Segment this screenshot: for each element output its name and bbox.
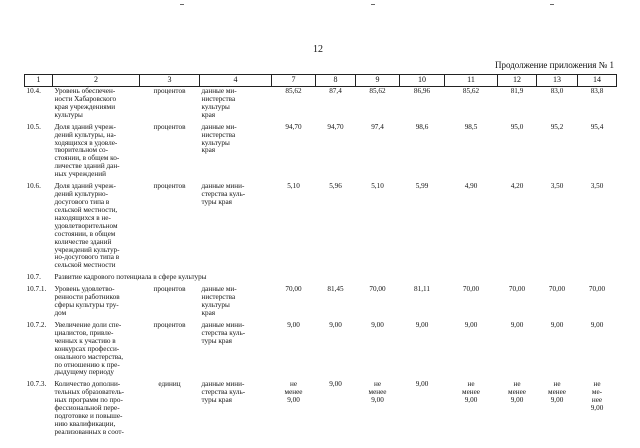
value-cell: 4,90 — [464, 182, 478, 191]
table-row — [25, 380, 617, 439]
column-header: 14 — [578, 75, 617, 87]
unit-cell: процентов — [153, 182, 186, 191]
value-cell: 70,00 — [369, 285, 386, 294]
value-cell: не менее 9,00 — [284, 380, 303, 405]
indicators-table — [24, 74, 617, 440]
value-cell: 94,70 — [285, 122, 302, 131]
column-header: 1 — [25, 75, 53, 87]
value-cell: 81,45 — [327, 285, 344, 294]
value-cell: 97,4 — [371, 122, 384, 131]
row-number: 10.5. — [26, 122, 41, 131]
column-header: 8 — [316, 75, 356, 87]
value-cell: 9,00 — [287, 320, 300, 329]
column-header: 13 — [537, 75, 578, 87]
table-row — [25, 321, 617, 380]
indicator-name: Доля зданий учреж- дений культуры, на- ходящихся в удовле- творительном со- стоянии, в общем ко- личестве зданий дан- ных учреждений — [54, 122, 120, 179]
column-header: 4 — [200, 75, 272, 87]
value-cell: 70,00 — [462, 285, 480, 294]
column-header: 9 — [356, 75, 400, 87]
indicator-name: Уровень обеспечен- ности Хабаровского края учреждениями культуры — [54, 87, 117, 119]
value-cell: 9,00 — [510, 320, 524, 329]
value-cell: 86,96 — [413, 87, 431, 95]
unit-cell: процентов — [153, 87, 186, 95]
column-header: 7 — [272, 75, 316, 87]
value-cell: 70,00 — [508, 285, 526, 294]
column-header: 3 — [140, 75, 200, 87]
value-cell: 85,62 — [462, 87, 480, 95]
table-row — [25, 285, 617, 321]
value-cell: 95,2 — [550, 122, 564, 131]
value-cell: 83,0 — [550, 87, 564, 95]
source-cell: данные ми- нистерства культуры края — [201, 87, 237, 119]
section-row — [25, 273, 617, 285]
value-cell: 5,96 — [329, 182, 342, 191]
value-cell: 3,50 — [550, 182, 564, 191]
unit-cell: процентов — [153, 320, 186, 329]
value-cell: не менее 9,00 — [368, 380, 387, 405]
source-cell: данные мини- стерства куль- туры края — [201, 380, 246, 405]
value-cell: 9,00 — [329, 380, 342, 389]
value-cell: 85,62 — [285, 87, 302, 95]
value-cell: 81,9 — [510, 87, 524, 95]
value-cell: не ме- нее 9,00 — [590, 380, 604, 413]
scan-speck — [371, 4, 375, 5]
source-cell: данные ми- нистерства культуры края — [201, 285, 237, 317]
value-cell: 98,6 — [415, 122, 429, 131]
unit-cell: процентов — [153, 285, 186, 294]
value-cell: 70,00 — [285, 285, 302, 294]
value-cell: 70,00 — [548, 285, 566, 294]
table-row — [25, 123, 617, 182]
value-cell: 95,4 — [590, 122, 604, 131]
row-number: 10.6. — [26, 182, 41, 191]
value-cell: 5,10 — [287, 182, 300, 191]
value-cell: 9,00 — [371, 320, 384, 329]
source-cell: данные мини- стерства куль- туры края — [201, 320, 246, 345]
value-cell: 3,50 — [590, 182, 604, 191]
column-header: 2 — [53, 75, 140, 87]
row-number: 10.7.2. — [26, 320, 47, 329]
indicator-name: Доля зданий учреж- дений культурно- досугового типа в сельской местности, находящихся в не- удовлетворительном состоянии, в общем количестве зданий учреждений культур- но-досугового типа в сельской местности — [54, 182, 120, 270]
value-cell: 4,20 — [510, 182, 524, 191]
header-row — [25, 75, 617, 87]
scan-speck — [180, 4, 184, 5]
section-number: 10.7. — [26, 273, 41, 282]
value-cell: 83,8 — [590, 87, 604, 95]
value-cell: 9,00 — [590, 320, 604, 329]
value-cell: 94,70 — [327, 122, 344, 131]
column-header: 10 — [400, 75, 445, 87]
value-cell: 5,99 — [415, 182, 429, 191]
section-title: Развитие кадрового потенциала в сфере культуры — [54, 273, 207, 282]
indicator-name: Количество дополни- тельных образователь- ных программ по про- фессиональной пере- подготовке и повыше- нию квалификации, реализованных в соот- — [54, 380, 125, 436]
continuation-note: Продолжение приложения № 1 — [494, 60, 614, 70]
row-number: 10.7.3. — [26, 380, 47, 389]
value-cell: 81,11 — [414, 285, 430, 294]
value-cell: 9,00 — [415, 320, 429, 329]
value-cell: 9,00 — [329, 320, 342, 329]
unit-cell: единиц — [158, 380, 181, 389]
value-cell: 87,4 — [329, 87, 342, 95]
column-header: 12 — [498, 75, 537, 87]
value-cell: 9,00 — [550, 320, 564, 329]
row-number: 10.7.1. — [26, 285, 47, 294]
table-row — [25, 182, 617, 273]
unit-cell: процентов — [153, 122, 186, 131]
value-cell: не менее 9,00 — [548, 380, 566, 405]
value-cell: 5,10 — [371, 182, 384, 191]
source-cell: данные ми- нистерства культуры края — [201, 122, 237, 155]
scan-speck — [550, 4, 554, 5]
value-cell: 85,62 — [369, 87, 386, 95]
value-cell: 70,00 — [588, 285, 606, 294]
row-number: 10.4. — [26, 87, 41, 95]
column-header: 11 — [445, 75, 498, 87]
indicator-name: Увеличение доли спе- циалистов, привле- ченных к участию в конкурсах професси- онального мастерства, по отношению к пре- дыдущему периоду — [54, 320, 124, 377]
value-cell: 9,00 — [415, 380, 429, 389]
value-cell: 95,0 — [510, 122, 524, 131]
value-cell: не менее 9,00 — [462, 380, 480, 405]
value-cell: 9,00 — [464, 320, 478, 329]
table-body — [25, 87, 617, 440]
indicator-name: Уровень удовлетво- ренности работников сферы культуры тру- дом — [54, 285, 120, 317]
table-row — [25, 87, 617, 123]
source-cell: данные мини- стерства куль- туры края — [201, 182, 246, 206]
value-cell: не менее 9,00 — [508, 380, 526, 405]
page-number: 12 — [313, 44, 323, 55]
value-cell: 98,5 — [464, 122, 478, 131]
